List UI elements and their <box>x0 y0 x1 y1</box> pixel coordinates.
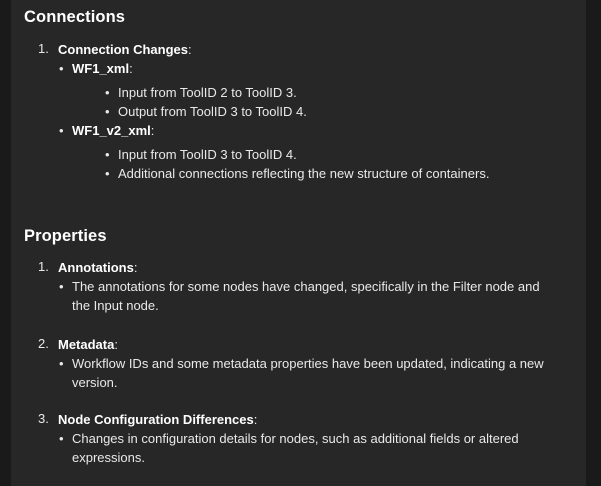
list-item-title-suffix: : <box>253 412 258 427</box>
list-item: • Changes in configuration details for nodes, such as additional fields or altered expressions. <box>58 429 558 467</box>
list-item-title-text: Metadata <box>58 337 115 352</box>
list-item-title <box>58 42 192 57</box>
section-heading-connections: Connections <box>24 8 126 26</box>
list-item <box>38 336 583 392</box>
list-item-title-suffix: : <box>114 337 118 352</box>
list-item-title <box>58 260 137 275</box>
list-item: • Workflow IDs and some metadata properties have been updated, indicating a new version. <box>58 354 558 392</box>
sub-list-label-text: WF1_xml <box>72 61 130 76</box>
properties-item-node-configuration-differences <box>38 411 583 467</box>
connections-ordered-list <box>38 41 538 183</box>
list-item: • Input from ToolID 2 to ToolID 3. <box>104 83 538 102</box>
list-item-title <box>58 412 257 427</box>
list-item <box>38 259 583 315</box>
list-item <box>38 41 538 183</box>
list-number: 3. <box>38 411 49 426</box>
list-number: 2. <box>38 336 49 351</box>
section-heading-properties: Properties <box>24 227 107 245</box>
list-item <box>38 411 583 467</box>
list-item: • Additional connections reflecting the new structure of containers. <box>104 164 574 183</box>
list-item-title-text: Node Configuration Differences <box>58 412 254 427</box>
sub-list-label-suffix: : <box>150 123 155 138</box>
list-item-title <box>58 337 118 352</box>
right-gutter <box>586 0 601 486</box>
sub-sub-list <box>104 83 538 121</box>
list-item: • The annotations for some nodes have changed, specifically in the Filter node and the Input node. <box>58 277 558 315</box>
list-item: • Input from ToolID 3 to ToolID 4. <box>104 145 574 164</box>
list-item-title-text: Annotations <box>58 260 134 275</box>
sub-list <box>58 277 558 315</box>
sub-list-label <box>72 61 133 76</box>
properties-item-annotations <box>38 259 583 315</box>
sub-list-label <box>72 123 154 138</box>
sub-list <box>58 429 558 467</box>
sub-list-wf1-xml <box>58 59 538 121</box>
left-gutter <box>0 0 11 486</box>
list-item-title-suffix: : <box>188 42 192 57</box>
properties-item-metadata <box>38 336 583 392</box>
content-area <box>11 0 586 486</box>
sub-list-wf1-v2-xml <box>58 121 538 183</box>
list-item <box>58 121 538 183</box>
list-item: • Output from ToolID 3 to ToolID 4. <box>104 102 538 121</box>
list-number: 1. <box>38 259 49 274</box>
list-item-title-suffix: : <box>133 260 138 275</box>
list-item-title-text: Connection Changes <box>58 42 189 57</box>
list-number: 1. <box>38 41 49 56</box>
sub-list <box>58 354 558 392</box>
sub-list-label-text: WF1_v2_xml <box>72 123 151 138</box>
sub-sub-list <box>104 145 574 183</box>
sub-list-label-suffix: : <box>129 61 133 76</box>
list-item <box>58 59 538 121</box>
